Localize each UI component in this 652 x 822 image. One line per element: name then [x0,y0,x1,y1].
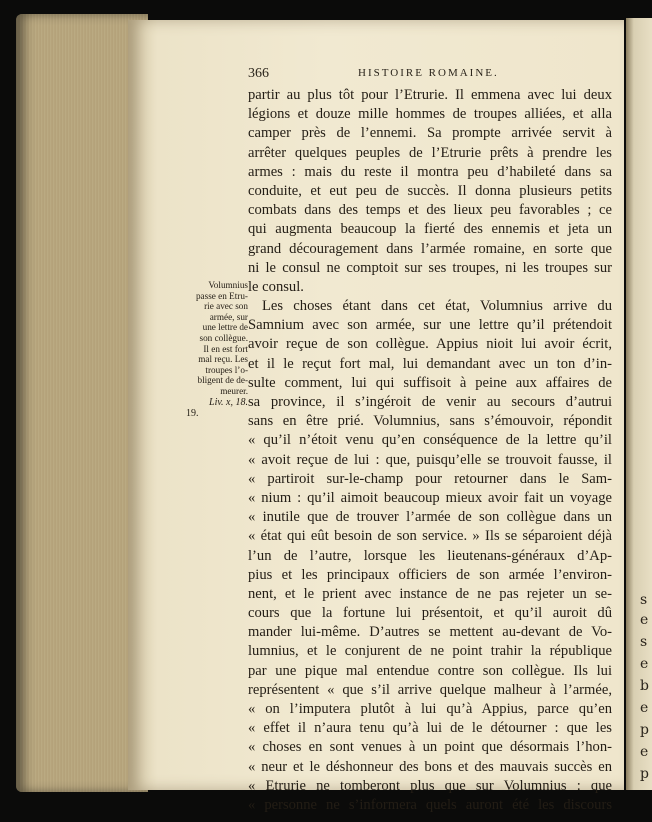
margin-reference-text: Liv. x, 18. [209,396,248,408]
page-number: 366 [248,66,269,81]
next-page-fragment: b [640,678,649,694]
text-line: nent, et le prient avec instance de ne pas rejeter un se- [248,585,612,602]
text-line: « Etrurie ne tomberont plus que sur Volumnius : que [248,777,612,794]
text-line: sans en être prié. Volumnius, sans s’émouvoir, répondit [248,413,612,430]
margin-note-line: une lettre de [202,322,248,333]
body-text [248,86,612,815]
text-line: « choses en sont venues à un point que désormais l’hon- [248,739,612,756]
margin-note-line: meurer. [220,385,248,396]
text-line: partir au plus tôt pour l’Etrurie. Il emmena avec lui deux [248,87,612,103]
margin-reference-cont: 19. [186,408,199,420]
text-line: mander lui-même. D’autres se mettent au-devant de Vo- [248,624,612,641]
running-head: HISTOIRE ROMAINE. [358,67,499,79]
next-page-fragment: s [640,634,648,650]
margin-note-line: armée, sur [209,311,248,322]
text-line: « qu’il n’étoit venu qu’en conséquence de la lettre qu’il [248,432,612,449]
text-line: Les choses étant dans cet état, Volumnius arrive du [262,298,612,315]
text-line: « état qui eût besoin de son service. » Ils se séparoient déjà [248,528,612,545]
next-page-fragment: e [640,700,649,716]
text-line: Samnium avec son armée, sur une lettre qu’il prétendoit [248,317,612,334]
margin-note-line: Il en est fort [203,343,248,354]
text-line: « neur et le déshonneur des bons et des mauvais succès en [248,758,612,775]
margin-note-line: son collègue. [199,332,248,343]
text-line: ni le consul ne comptoit sur ses troupes, ni les troupes sur [248,259,612,276]
text-line: « avoit reçue de lui : que, puisqu’elle se trouvoit fausse, il [248,451,612,468]
text-line: pius et les principaux officiers de son armée l’environ- [248,566,612,583]
text-line: grand découragement dans l’armée romaine, en sorte que [248,240,612,257]
text-line: conduite, et eut peu de succès. Il donna plusieurs petits [248,182,612,199]
text-line: lumnius, et le conjurent de ne point trahir la république [248,643,612,660]
margin-note-line: Volumnius [208,280,248,290]
text-line: légions et douze mille hommes de troupes alliées, et alla [248,106,612,123]
next-page-edge [626,18,652,790]
text-line: qui augmenta beaucoup la fierté des ennemis et jeta un [248,221,612,238]
text-line: « inutile que de trouver l’armée de son collègue dans un [248,509,612,526]
text-line: « on l’imputera plutôt à lui qu’à Appius, parce qu’en [248,701,612,717]
margin-note-line: rie avec son [204,301,248,312]
text-line: « partiroit sur-le-champ pour retourner dans le Sam- [248,470,612,487]
text-line: camper près de l’ennemi. Sa prompte arrivée servit à [248,125,612,142]
margin-note-line: troupes l’o- [205,364,248,375]
margin-note [186,280,248,420]
next-page-fragment: e [640,744,649,760]
page-header [248,66,610,82]
text-line: avoir reçue de son collègue. Appius nioit lui avoir écrit, [248,336,612,353]
text-line: arrêter quelques peuples de l’Etrurie prêts à prendre les [248,144,612,161]
text-line: cours que la fortune lui présentoit, et qu’il auroit dû [248,605,612,622]
text-line: sa province, il s’ingéroit de venir au secours d’autrui [248,394,612,410]
text-line: « effet il n’aura tenu qu’à lui de le détourner : que les [248,720,612,737]
text-line: par une pique mal entendue contre son collègue. Ils lui [248,662,612,679]
margin-reference [186,398,248,409]
next-page-fragment: e [640,656,649,672]
text-line: « personne ne s’informera quels auront été les discours [248,796,612,813]
margin-note-line: passe en Etru- [195,290,248,301]
text-line: représentent « que s’il arrive quelque malheur à l’armée, [248,681,612,698]
text-line: le consul. [248,278,304,295]
text-line: l’un de l’autre, lorsque les lieutenans-généraux d’Ap- [248,547,612,564]
next-page-fragment: p [640,722,649,738]
text-line: sulte comment, lui qui suffisoit à peine aux affaires de [248,374,612,391]
text-line: « nium : qu’il aimoit beaucoup mieux avoir fait un voyage [248,489,612,506]
next-page-fragment: e [640,612,649,628]
next-page-fragment: p [640,766,649,782]
margin-note-line: mal reçu. Les [198,354,248,365]
text-line: armes : mais du reste il montra peu d’habileté dans sa [248,163,612,180]
text-line: combats dans des temps et des lieux peu favorables ; ce [248,202,612,219]
margin-note-line: bligent de de- [197,375,248,386]
text-line: et il le reçut fort mal, lui demandant avec un ton d’in- [248,355,612,372]
next-page-fragment: s [640,592,648,608]
